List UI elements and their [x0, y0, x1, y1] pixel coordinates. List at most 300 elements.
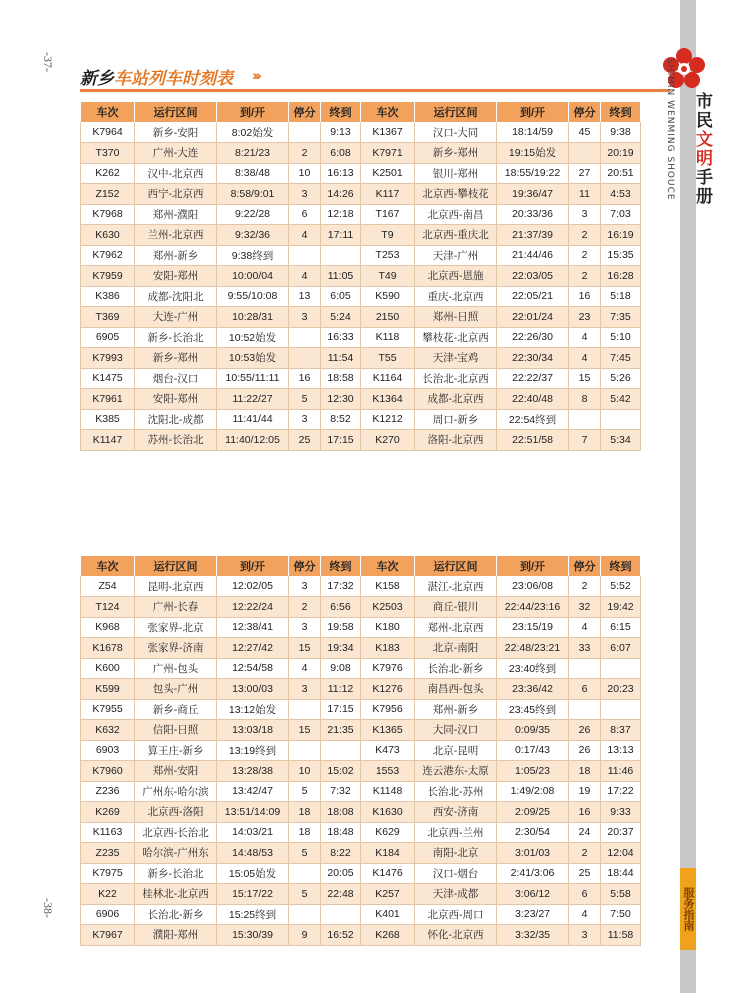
- cell-route: 洛阳-北京西: [415, 430, 497, 451]
- cell-arr-dep: 0:09/35: [497, 720, 569, 741]
- cell-route: 长治北-北京西: [415, 368, 497, 389]
- table-row: [81, 720, 641, 741]
- cell-terminal-time: 20:37: [601, 822, 641, 843]
- table-row: [81, 617, 641, 638]
- cell-arr-dep: 3:23/27: [497, 904, 569, 925]
- cell-stop-min: [569, 409, 601, 430]
- column-header-stop-min: 停分: [289, 102, 321, 122]
- cell-stop-min: [569, 143, 601, 164]
- cell-route: 汉口-烟台: [415, 863, 497, 884]
- cell-route: 哈尔滨-广州东: [135, 843, 217, 864]
- cell-train-no: K1630: [361, 802, 415, 823]
- cell-route: 北京西-攀枝花: [415, 184, 497, 205]
- cell-stop-min: 5: [289, 389, 321, 410]
- table-row: [81, 925, 641, 946]
- table-row: [81, 389, 641, 410]
- cell-route: 算王庄-新乡: [135, 740, 217, 761]
- cell-stop-min: 4: [289, 225, 321, 246]
- page-number-bottom: -38-: [41, 898, 55, 918]
- column-header-route: 运行区间: [415, 556, 497, 576]
- cell-route: 湛江-北京西: [415, 576, 497, 597]
- cell-route: 兰州-北京西: [135, 225, 217, 246]
- cell-terminal-time: 20:51: [601, 163, 641, 184]
- cell-stop-min: 45: [569, 122, 601, 143]
- cell-stop-min: 4: [289, 266, 321, 287]
- cell-train-no: Z54: [81, 576, 135, 597]
- cell-train-no: K473: [361, 740, 415, 761]
- cell-terminal-time: 17:15: [321, 699, 361, 720]
- cell-stop-min: 8: [569, 389, 601, 410]
- table-row: [81, 286, 641, 307]
- cell-train-no: K7961: [81, 389, 135, 410]
- cell-stop-min: [569, 658, 601, 679]
- cell-arr-dep: 15:30/39: [217, 925, 289, 946]
- cell-arr-dep: 12:22/24: [217, 597, 289, 618]
- cell-terminal-time: 12:30: [321, 389, 361, 410]
- column-header-route: 运行区间: [415, 102, 497, 122]
- cell-arr-dep: 15:05始发: [217, 863, 289, 884]
- cell-route: 成都-北京西: [415, 389, 497, 410]
- cell-terminal-time: 18:08: [321, 802, 361, 823]
- cell-arr-dep: 22:54终到: [497, 409, 569, 430]
- cell-terminal-time: 6:56: [321, 597, 361, 618]
- cell-train-no: K1212: [361, 409, 415, 430]
- cell-route: 北京西-兰州: [415, 822, 497, 843]
- cell-route: 怀化-北京西: [415, 925, 497, 946]
- cell-route: 安阳-郑州: [135, 266, 217, 287]
- cell-route: 郑州-新乡: [135, 245, 217, 266]
- cell-route: 西宁-北京西: [135, 184, 217, 205]
- cell-terminal-time: 19:58: [321, 617, 361, 638]
- cell-arr-dep: 2:09/25: [497, 802, 569, 823]
- table-row: [81, 430, 641, 451]
- brand-part-3: 手册: [692, 168, 712, 206]
- cell-terminal-time: 8:52: [321, 409, 361, 430]
- cell-train-no: K7955: [81, 699, 135, 720]
- cell-arr-dep: 3:01/03: [497, 843, 569, 864]
- timetable-header-row: [81, 102, 641, 122]
- cell-terminal-time: 5:52: [601, 576, 641, 597]
- cell-stop-min: 3: [289, 184, 321, 205]
- table-row: [81, 597, 641, 618]
- cell-terminal-time: 7:32: [321, 781, 361, 802]
- cell-arr-dep: 22:48/23:21: [497, 638, 569, 659]
- cell-arr-dep: 22:51/58: [497, 430, 569, 451]
- cell-train-no: K7962: [81, 245, 135, 266]
- cell-train-no: K7968: [81, 204, 135, 225]
- cell-route: 北京西-长治北: [135, 822, 217, 843]
- cell-arr-dep: 13:12始发: [217, 699, 289, 720]
- column-header-train-no: 车次: [361, 556, 415, 576]
- cell-stop-min: 15: [289, 720, 321, 741]
- cell-terminal-time: 17:11: [321, 225, 361, 246]
- cell-stop-min: [289, 122, 321, 143]
- cell-terminal-time: 16:33: [321, 327, 361, 348]
- cell-route: 商丘-银川: [415, 597, 497, 618]
- table-row: [81, 679, 641, 700]
- cell-terminal-time: [321, 245, 361, 266]
- cell-arr-dep: 10:00/04: [217, 266, 289, 287]
- column-header-stop-min: 停分: [289, 556, 321, 576]
- cell-train-no: K401: [361, 904, 415, 925]
- cell-arr-dep: 12:02/05: [217, 576, 289, 597]
- cell-route: 沈阳北-成都: [135, 409, 217, 430]
- cell-train-no: K968: [81, 617, 135, 638]
- cell-arr-dep: 10:53始发: [217, 348, 289, 369]
- column-header-stop-min: 停分: [569, 556, 601, 576]
- cell-stop-min: 18: [569, 761, 601, 782]
- cell-arr-dep: 19:15始发: [497, 143, 569, 164]
- flower-logo-icon: [654, 40, 714, 100]
- cell-train-no: 6905: [81, 327, 135, 348]
- cell-terminal-time: 17:15: [321, 430, 361, 451]
- column-header-terminal-time: 终到: [321, 102, 361, 122]
- cell-train-no: K117: [361, 184, 415, 205]
- cell-train-no: K7956: [361, 699, 415, 720]
- cell-route: 新乡-安阳: [135, 122, 217, 143]
- cell-train-no: K7975: [81, 863, 135, 884]
- title-text: 车站列车时刻表: [114, 69, 233, 89]
- cell-arr-dep: 23:45终到: [497, 699, 569, 720]
- cell-route: 北京西-重庆北: [415, 225, 497, 246]
- cell-stop-min: 2: [569, 843, 601, 864]
- title-city: 新乡: [80, 69, 114, 89]
- cell-stop-min: 23: [569, 307, 601, 328]
- cell-arr-dep: 22:03/05: [497, 266, 569, 287]
- cell-arr-dep: 14:03/21: [217, 822, 289, 843]
- column-header-terminal-time: 终到: [321, 556, 361, 576]
- cell-stop-min: 2: [569, 266, 601, 287]
- column-header-train-no: 车次: [81, 556, 135, 576]
- cell-arr-dep: 10:28/31: [217, 307, 289, 328]
- cell-terminal-time: 18:48: [321, 822, 361, 843]
- cell-arr-dep: 2:30/54: [497, 822, 569, 843]
- cell-arr-dep: 8:02始发: [217, 122, 289, 143]
- cell-stop-min: 24: [569, 822, 601, 843]
- cell-terminal-time: 16:13: [321, 163, 361, 184]
- cell-route: 新乡-郑州: [135, 348, 217, 369]
- cell-train-no: K1475: [81, 368, 135, 389]
- cell-terminal-time: 5:34: [601, 430, 641, 451]
- cell-terminal-time: 20:23: [601, 679, 641, 700]
- cell-arr-dep: 2:41/3:06: [497, 863, 569, 884]
- cell-terminal-time: 6:15: [601, 617, 641, 638]
- cell-stop-min: 26: [569, 720, 601, 741]
- cell-terminal-time: 17:32: [321, 576, 361, 597]
- cell-route: 郑州-北京西: [415, 617, 497, 638]
- table-row: [81, 740, 641, 761]
- cell-train-no: K600: [81, 658, 135, 679]
- column-header-arr-dep: 到/开: [217, 556, 289, 576]
- cell-route: 张家界-北京: [135, 617, 217, 638]
- cell-terminal-time: 5:10: [601, 327, 641, 348]
- section-tab: 服务指南: [680, 868, 696, 950]
- cell-terminal-time: 8:37: [601, 720, 641, 741]
- column-header-arr-dep: 到/开: [497, 556, 569, 576]
- cell-stop-min: 16: [569, 802, 601, 823]
- table-row: [81, 163, 641, 184]
- brand-part-1: 市民: [692, 92, 712, 130]
- cell-arr-dep: 13:51/14:09: [217, 802, 289, 823]
- cell-route: 汉口-大同: [415, 122, 497, 143]
- cell-train-no: T369: [81, 307, 135, 328]
- cell-stop-min: 3: [289, 307, 321, 328]
- cell-stop-min: [289, 740, 321, 761]
- cell-route: 连云港东-太原: [415, 761, 497, 782]
- cell-train-no: 6903: [81, 740, 135, 761]
- cell-route: 大连-广州: [135, 307, 217, 328]
- timetable-1: [80, 102, 641, 451]
- cell-terminal-time: 7:35: [601, 307, 641, 328]
- cell-stop-min: 6: [569, 679, 601, 700]
- cell-stop-min: 10: [289, 761, 321, 782]
- cell-train-no: K590: [361, 286, 415, 307]
- cell-arr-dep: 8:38/48: [217, 163, 289, 184]
- cell-train-no: K183: [361, 638, 415, 659]
- cell-terminal-time: 5:26: [601, 368, 641, 389]
- cell-train-no: K22: [81, 884, 135, 905]
- cell-route: 郑州-日照: [415, 307, 497, 328]
- cell-terminal-time: 12:04: [601, 843, 641, 864]
- cell-route: 广州-大连: [135, 143, 217, 164]
- cell-route: 汉中-北京西: [135, 163, 217, 184]
- table-row: [81, 307, 641, 328]
- cell-stop-min: 3: [289, 576, 321, 597]
- cell-train-no: K629: [361, 822, 415, 843]
- cell-train-no: K2503: [361, 597, 415, 618]
- cell-route: 新乡-商丘: [135, 699, 217, 720]
- cell-arr-dep: 1:05/23: [497, 761, 569, 782]
- cell-stop-min: 9: [289, 925, 321, 946]
- cell-terminal-time: 20:05: [321, 863, 361, 884]
- cell-route: 天津-成都: [415, 884, 497, 905]
- header-divider: [80, 89, 670, 92]
- cell-stop-min: 25: [289, 430, 321, 451]
- cell-train-no: K270: [361, 430, 415, 451]
- cell-train-no: K7960: [81, 761, 135, 782]
- cell-terminal-time: 6:07: [601, 638, 641, 659]
- cell-stop-min: 7: [569, 430, 601, 451]
- cell-terminal-time: 15:02: [321, 761, 361, 782]
- timetable-header-row: [81, 556, 641, 576]
- cell-terminal-time: 7:50: [601, 904, 641, 925]
- cell-arr-dep: 12:27/42: [217, 638, 289, 659]
- column-header-route: 运行区间: [135, 556, 217, 576]
- table-row: [81, 781, 641, 802]
- table-row: [81, 699, 641, 720]
- cell-terminal-time: 6:05: [321, 286, 361, 307]
- table-row: [81, 204, 641, 225]
- cell-arr-dep: 9:38终到: [217, 245, 289, 266]
- cell-stop-min: 3: [569, 925, 601, 946]
- cell-arr-dep: 22:30/34: [497, 348, 569, 369]
- cell-route: 新乡-郑州: [415, 143, 497, 164]
- cell-route: 攀枝花-北京西: [415, 327, 497, 348]
- cell-route: 北京西-周口: [415, 904, 497, 925]
- cell-arr-dep: 3:32/35: [497, 925, 569, 946]
- cell-terminal-time: 6:08: [321, 143, 361, 164]
- cell-route: 北京西-南昌: [415, 204, 497, 225]
- cell-train-no: K7971: [361, 143, 415, 164]
- cell-arr-dep: 0:17/43: [497, 740, 569, 761]
- table-row: [81, 638, 641, 659]
- cell-arr-dep: 13:28/38: [217, 761, 289, 782]
- cell-stop-min: 6: [289, 204, 321, 225]
- brand-part-2: 文明: [692, 130, 712, 168]
- cell-route: 包头-广州: [135, 679, 217, 700]
- cell-train-no: K1364: [361, 389, 415, 410]
- cell-terminal-time: 16:19: [601, 225, 641, 246]
- table-row: [81, 409, 641, 430]
- cell-stop-min: 3: [289, 409, 321, 430]
- cell-train-no: 2150: [361, 307, 415, 328]
- cell-stop-min: 25: [569, 863, 601, 884]
- cell-stop-min: [569, 699, 601, 720]
- cell-arr-dep: 13:03/18: [217, 720, 289, 741]
- cell-arr-dep: 22:01/24: [497, 307, 569, 328]
- cell-terminal-time: 17:22: [601, 781, 641, 802]
- cell-terminal-time: 4:53: [601, 184, 641, 205]
- table-row: [81, 802, 641, 823]
- cell-train-no: K1476: [361, 863, 415, 884]
- cell-arr-dep: 10:55/11:11: [217, 368, 289, 389]
- cell-terminal-time: 19:34: [321, 638, 361, 659]
- cell-terminal-time: 9:08: [321, 658, 361, 679]
- table-row: [81, 368, 641, 389]
- cell-terminal-time: 19:42: [601, 597, 641, 618]
- cell-stop-min: 33: [569, 638, 601, 659]
- cell-route: 西安-济南: [415, 802, 497, 823]
- cell-arr-dep: 22:44/23:16: [497, 597, 569, 618]
- cell-stop-min: 15: [289, 638, 321, 659]
- cell-arr-dep: 12:38/41: [217, 617, 289, 638]
- cell-terminal-time: [601, 699, 641, 720]
- cell-arr-dep: 22:40/48: [497, 389, 569, 410]
- cell-stop-min: [289, 904, 321, 925]
- cell-terminal-time: 11:05: [321, 266, 361, 287]
- cell-train-no: K632: [81, 720, 135, 741]
- cell-train-no: K262: [81, 163, 135, 184]
- cell-stop-min: 26: [569, 740, 601, 761]
- cell-route: 北京-南阳: [415, 638, 497, 659]
- cell-stop-min: 2: [569, 245, 601, 266]
- cell-train-no: K268: [361, 925, 415, 946]
- cell-arr-dep: 21:44/46: [497, 245, 569, 266]
- cell-train-no: K1678: [81, 638, 135, 659]
- cell-arr-dep: 9:55/10:08: [217, 286, 289, 307]
- column-header-route: 运行区间: [135, 102, 217, 122]
- cell-train-no: T55: [361, 348, 415, 369]
- cell-stop-min: 3: [289, 679, 321, 700]
- cell-stop-min: 3: [569, 204, 601, 225]
- cell-train-no: Z236: [81, 781, 135, 802]
- cell-route: 广州东-哈尔滨: [135, 781, 217, 802]
- column-header-train-no: 车次: [81, 102, 135, 122]
- table-row: [81, 245, 641, 266]
- cell-terminal-time: 5:18: [601, 286, 641, 307]
- cell-arr-dep: 18:14/59: [497, 122, 569, 143]
- cell-terminal-time: 15:35: [601, 245, 641, 266]
- cell-train-no: K630: [81, 225, 135, 246]
- cell-train-no: K1365: [361, 720, 415, 741]
- cell-route: 长治北-新乡: [415, 658, 497, 679]
- cell-stop-min: 2: [569, 225, 601, 246]
- cell-route: 苏州-长治北: [135, 430, 217, 451]
- cell-route: 郑州-新乡: [415, 699, 497, 720]
- cell-terminal-time: 8:22: [321, 843, 361, 864]
- cell-stop-min: 18: [289, 822, 321, 843]
- cell-arr-dep: 3:06/12: [497, 884, 569, 905]
- cell-route: 昆明-北京西: [135, 576, 217, 597]
- cell-terminal-time: 16:52: [321, 925, 361, 946]
- cell-route: 新乡-长治北: [135, 863, 217, 884]
- cell-route: 银川-郑州: [415, 163, 497, 184]
- cell-route: 天津-广州: [415, 245, 497, 266]
- table-row: [81, 884, 641, 905]
- cell-route: 濮阳-郑州: [135, 925, 217, 946]
- cell-train-no: K1164: [361, 368, 415, 389]
- cell-stop-min: 32: [569, 597, 601, 618]
- cell-terminal-time: 5:24: [321, 307, 361, 328]
- cell-stop-min: 2: [289, 143, 321, 164]
- cell-stop-min: 5: [289, 781, 321, 802]
- cell-train-no: K599: [81, 679, 135, 700]
- cell-stop-min: 2: [569, 576, 601, 597]
- column-header-terminal-time: 终到: [601, 102, 641, 122]
- cell-train-no: K180: [361, 617, 415, 638]
- cell-arr-dep: 22:05/21: [497, 286, 569, 307]
- cell-route: 广州-包头: [135, 658, 217, 679]
- table-row: [81, 122, 641, 143]
- cell-terminal-time: 22:48: [321, 884, 361, 905]
- cell-terminal-time: 21:35: [321, 720, 361, 741]
- cell-train-no: Z152: [81, 184, 135, 205]
- cell-route: 信阳-日照: [135, 720, 217, 741]
- cell-terminal-time: 7:03: [601, 204, 641, 225]
- cell-train-no: K7959: [81, 266, 135, 287]
- cell-route: 北京西-洛阳: [135, 802, 217, 823]
- table-row: [81, 658, 641, 679]
- cell-train-no: T49: [361, 266, 415, 287]
- cell-stop-min: 27: [569, 163, 601, 184]
- table-row: [81, 761, 641, 782]
- cell-stop-min: [289, 327, 321, 348]
- cell-train-no: K118: [361, 327, 415, 348]
- page-header: [80, 62, 670, 92]
- cell-route: 桂林北-北京西: [135, 884, 217, 905]
- cell-stop-min: 3: [289, 617, 321, 638]
- cell-train-no: T9: [361, 225, 415, 246]
- table-row: [81, 904, 641, 925]
- cell-stop-min: 4: [569, 327, 601, 348]
- table-row: [81, 822, 641, 843]
- cell-train-no: Z235: [81, 843, 135, 864]
- table-row: [81, 327, 641, 348]
- cell-route: 成都-沈阳北: [135, 286, 217, 307]
- cell-terminal-time: 5:58: [601, 884, 641, 905]
- cell-arr-dep: 8:21/23: [217, 143, 289, 164]
- cell-stop-min: 13: [289, 286, 321, 307]
- cell-train-no: K7976: [361, 658, 415, 679]
- cell-arr-dep: 22:22/37: [497, 368, 569, 389]
- cell-train-no: K2501: [361, 163, 415, 184]
- cell-terminal-time: 9:38: [601, 122, 641, 143]
- cell-stop-min: [289, 699, 321, 720]
- title-arrows-icon: ››››: [252, 67, 259, 83]
- cell-terminal-time: 11:12: [321, 679, 361, 700]
- cell-stop-min: 15: [569, 368, 601, 389]
- cell-stop-min: 4: [569, 348, 601, 369]
